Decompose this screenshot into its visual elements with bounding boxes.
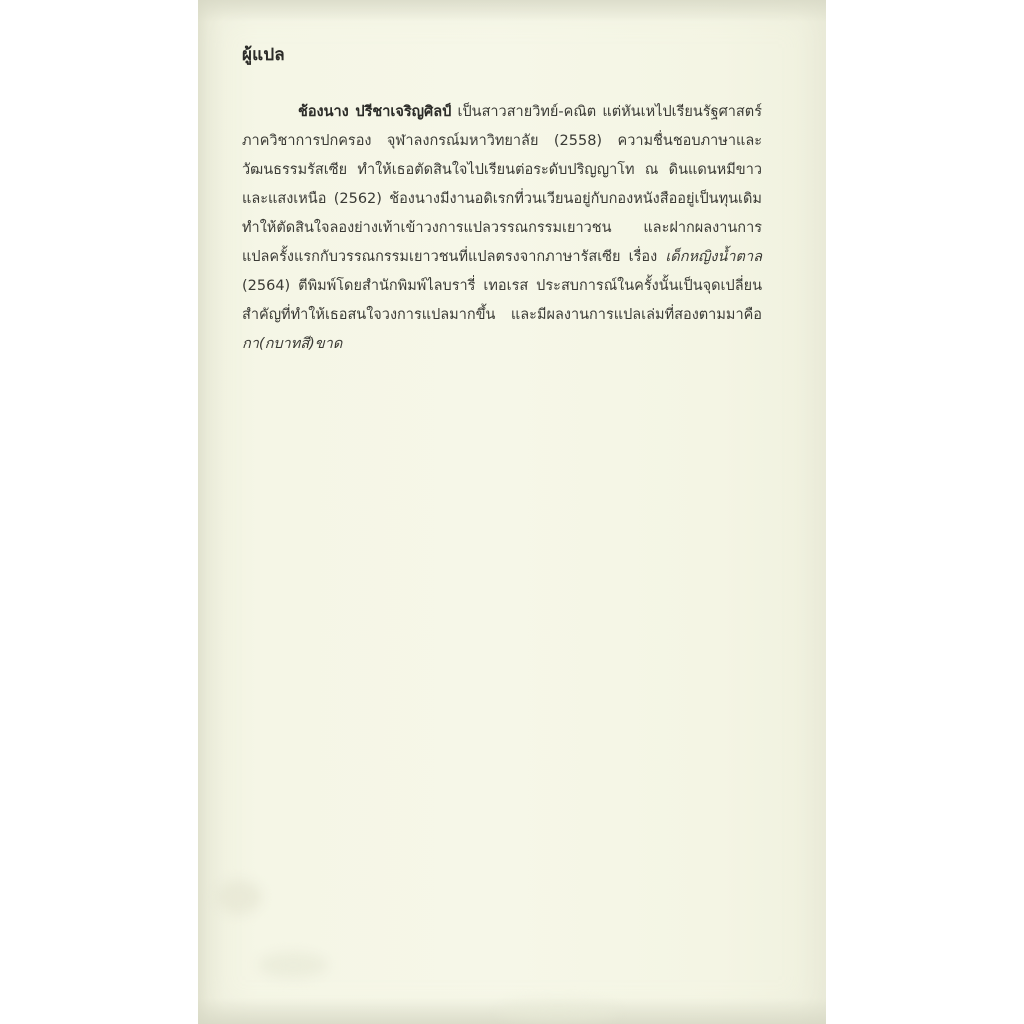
paper-blemish xyxy=(258,952,328,978)
book-title: กา(กบาทสี)ขาด xyxy=(242,335,343,352)
paper-blemish xyxy=(216,880,262,914)
page-top-shading xyxy=(198,0,826,22)
section-heading: ผู้แปล xyxy=(242,45,285,65)
translator-biography-paragraph xyxy=(242,98,762,359)
text-block xyxy=(242,44,762,359)
paragraph-text: (2564) ตีพิมพ์โดยสำนักพิมพ์ไลบรารี่ เทอเรส ประสบการณ์ในครั้งนั้นเป็นจุดเปลี่ยนสำคัญที่ทำให้เธอสนใจวงการแปลมากขึ้น และมีผลงานการแปลเล่มที่สองตามมาคือ xyxy=(242,277,762,323)
paragraph-text: เป็นสาวสายวิทย์-คณิต แต่หันเหไปเรียนรัฐศาสตร์ ภาควิชาการปกครอง จุฬาลงกรณ์มหาวิทยาลัย (2558) ความชื่นชอบภาษาและวัฒนธรรมรัสเซีย ทำให้เธอตัดสินใจไปเรียนต่อระดับปริญญาโท ณ ดินแดนหมีขาวและแสงเหนือ (2562) ช้องนางมีงานอดิเรกที่วนเวียนอยู่กับกองหนังสืออยู่เป็นทุนเดิม ทำให้ตัดสินใจลองย่างเท้าเข้าวงการแปลวรรณกรรมเยาวชน และฝากผลงานการแปลครั้งแรกกับวรรณกรรมเยาวชนที่แปลตรงจากภาษารัสเซีย เรื่อง xyxy=(242,103,762,265)
paper-blemish xyxy=(498,1000,618,1022)
translator-name: ช้องนาง ปรีชาเจริญศิลป์ xyxy=(298,103,452,120)
page-bottom-shading xyxy=(198,998,826,1024)
book-page-scan xyxy=(198,0,826,1024)
book-title: เด็กหญิงน้ำตาล xyxy=(665,248,762,265)
